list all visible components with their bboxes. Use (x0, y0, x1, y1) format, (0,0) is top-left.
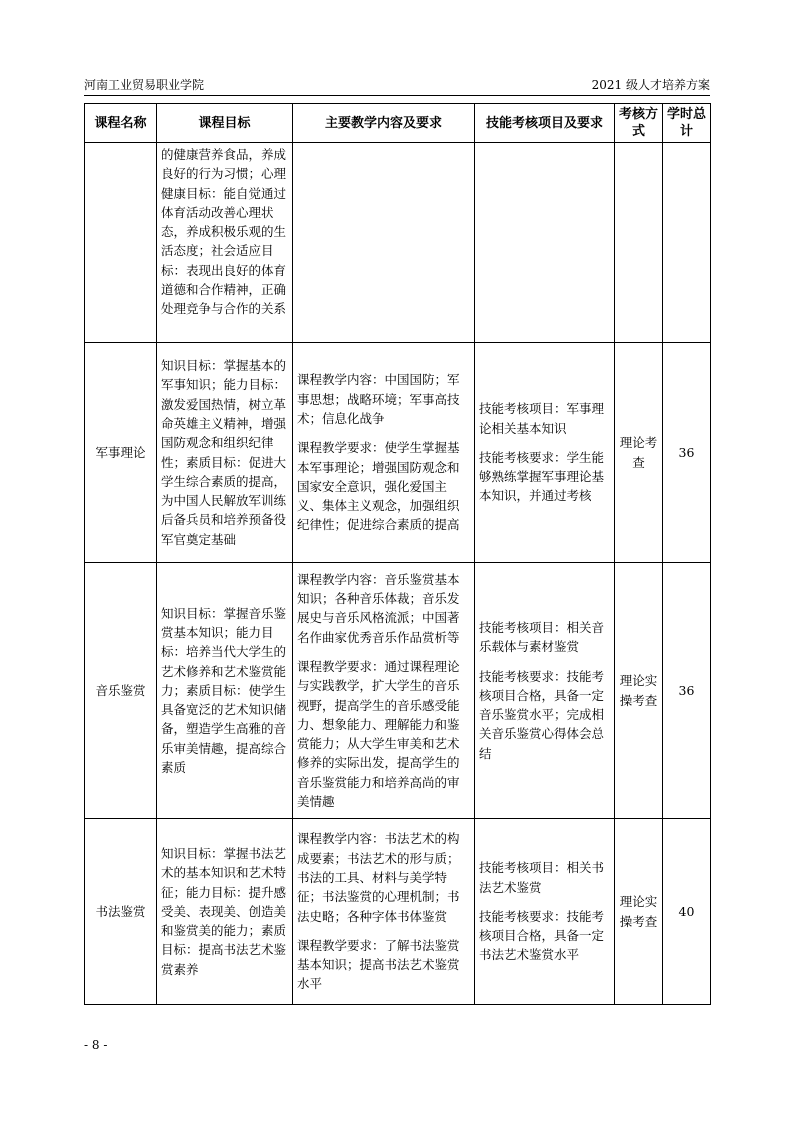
course-skill (475, 143, 615, 343)
skill-requirement: 技能考核要求：技能考核项目合格，具备一定书法艺术鉴赏水平 (479, 908, 605, 963)
total-hours: 40 (663, 819, 711, 1005)
course-name: 军事理论 (85, 343, 157, 563)
plan-title: 2021 级人才培养方案 (591, 78, 710, 92)
course-table (84, 103, 711, 1005)
course-skill (475, 563, 615, 819)
course-skill (475, 343, 615, 563)
assessment-method (615, 143, 663, 343)
assessment-method: 理论实操考查 (615, 563, 663, 819)
content-requirement: 课程教学要求：通过课程理论与实践教学，扩大学生的音乐视野，提高学生的音乐感受能力、想象能力、理解能力和鉴赏能力；从大学生审美和艺术修养的实际出发，提高学生的音乐鉴赏能力和培养高尚的审美情趣 (297, 658, 460, 809)
skill-item: 技能考核项目：军事理论相关基本知识 (479, 401, 605, 436)
col-header-method: 考核方式 (615, 104, 663, 143)
table-header-row (85, 104, 711, 143)
skill-requirement: 技能考核要求：技能考核项目合格，具备一定音乐鉴赏水平；完成相关音乐鉴赏心得体会总结 (479, 668, 605, 761)
content-text: 课程教学内容：中国国防；军事思想；战略环境；军事高技术；信息化战争 (297, 372, 460, 426)
course-goals: 知识目标：掌握音乐鉴赏基本知识；能力目标：培养当代大学生的艺术修养和艺术鉴赏能力；素质目标：使学生具备宽泛的艺术知识储备，塑造学生高雅的音乐审美情趣，提高综合素质 (157, 563, 293, 819)
col-header-goals: 课程目标 (157, 104, 293, 143)
course-name (85, 143, 157, 343)
table-row (85, 343, 711, 563)
assessment-method: 理论实操考查 (615, 819, 663, 1005)
course-skill (475, 819, 615, 1005)
total-hours: 36 (663, 563, 711, 819)
school-name: 河南工业贸易职业学院 (84, 78, 205, 92)
skill-item: 技能考核项目：相关书法艺术鉴赏 (479, 860, 605, 895)
total-hours (663, 143, 711, 343)
content-text: 课程教学内容：书法艺术的构成要素；书法艺术的形与质；书法的工具、材料与美学特征；书法鉴赏的心理机制；书法史略；各种字体书体鉴赏 (297, 831, 460, 924)
course-content (293, 143, 475, 343)
content-text: 课程教学内容：音乐鉴赏基本知识；各种音乐体裁；音乐发展史与音乐风格流派；中国著名作曲家优秀音乐作品赏析等 (297, 571, 460, 645)
total-hours: 36 (663, 343, 711, 563)
table-row (85, 563, 711, 819)
col-header-skill: 技能考核项目及要求 (475, 104, 615, 143)
page-header (84, 76, 710, 94)
course-name: 音乐鉴赏 (85, 563, 157, 819)
course-name: 书法鉴赏 (85, 819, 157, 1005)
course-content (293, 343, 475, 563)
header-rule (84, 95, 710, 96)
course-goals: 知识目标：掌握基本的军事知识；能力目标：激发爱国热情，树立革命英雄主义精神，增强国防观念和组织纪律性；素质目标：促进大学生综合素质的提高，为中国人民解放军训练后备兵员和培养预备役军官奠定基础 (157, 343, 293, 563)
table-row (85, 143, 711, 343)
skill-item: 技能考核项目：相关音乐载体与素材鉴赏 (479, 619, 605, 655)
content-requirement: 课程教学要求：了解书法鉴赏基本知识；提高书法艺术鉴赏水平 (297, 937, 460, 992)
course-content (293, 819, 475, 1005)
table-row (85, 819, 711, 1005)
col-header-name: 课程名称 (85, 104, 157, 143)
assessment-method: 理论考查 (615, 343, 663, 563)
skill-requirement: 技能考核要求：学生能够熟练掌握军事理论基本知识，并通过考核 (479, 449, 605, 504)
page-number: - 8 - (84, 1038, 108, 1052)
course-goals: 知识目标：掌握书法艺术的基本知识和艺术特征；能力目标：提升感受美、表现美、创造美和鉴赏美的能力；素质目标：提高书法艺术鉴赏素养 (157, 819, 293, 1005)
course-content (293, 563, 475, 819)
col-header-hours: 学时总计 (663, 104, 711, 143)
course-goals: 的健康营养食品，养成良好的行为习惯；心理健康目标：能自觉通过体育活动改善心理状态，养成积极乐观的生活态度；社会适应目标：表现出良好的体育道德和合作精神，正确处理竞争与合作的关系 (157, 143, 293, 343)
content-requirement: 课程教学要求：使学生掌握基本军事理论；增强国防观念和国家安全意识，强化爱国主义、集体主义观念，加强组织纪律性；促进综合素质的提高 (297, 440, 460, 533)
col-header-content: 主要教学内容及要求 (293, 104, 475, 143)
